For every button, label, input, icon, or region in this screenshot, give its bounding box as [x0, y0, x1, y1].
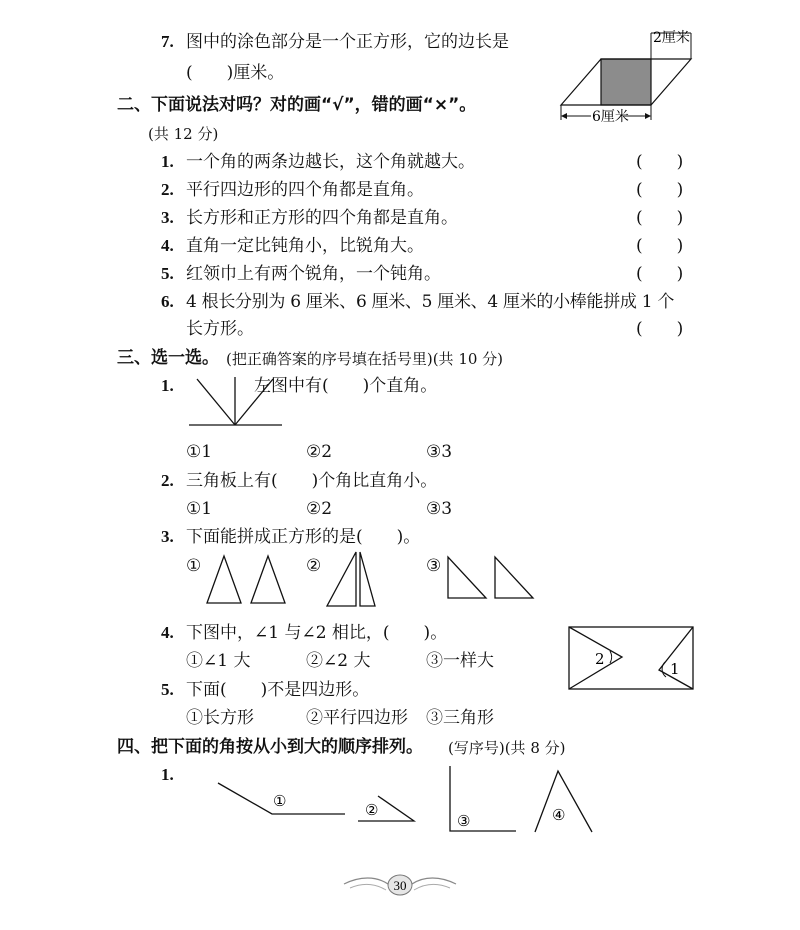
- s2-item2-answer[interactable]: ( ): [636, 180, 684, 200]
- s2-item5-answer[interactable]: ( ): [636, 264, 684, 284]
- s3-q2-text: 三角板上有( )个角比直角小。: [186, 471, 438, 491]
- q7-text-line2: ( )厘米。: [186, 63, 285, 83]
- s3-q3-text: 下面能拼成正方形的是( )。: [186, 527, 421, 547]
- s3-q5-option3[interactable]: ③三角形: [426, 708, 494, 728]
- s3-q3-marker3[interactable]: ③: [426, 556, 442, 576]
- s3-q1-option1[interactable]: ①1: [186, 442, 213, 462]
- s2-item4-text: 直角一定比钝角小，比锐角大。: [186, 236, 424, 256]
- s2-item2-number: 2.: [161, 180, 174, 199]
- s3-q2-option2[interactable]: ②2: [306, 499, 333, 519]
- s3-q2-option1[interactable]: ①1: [186, 499, 213, 519]
- s3-q4-number: 4.: [161, 623, 174, 642]
- s4-angle3-label: ③: [457, 812, 471, 830]
- footer-page-number: 30: [393, 878, 407, 893]
- section4-title: 四、把下面的角按从小到大的顺序排列。: [117, 737, 423, 757]
- s3-q4-option2[interactable]: ②∠2 大: [306, 651, 371, 671]
- s3-q5-number: 5.: [161, 680, 174, 699]
- section2-score: (共 12 分): [148, 125, 219, 143]
- s2-item4-answer[interactable]: ( ): [636, 236, 684, 256]
- s3-q3-marker2[interactable]: ②: [306, 556, 322, 576]
- s3-q1-option3[interactable]: ③3: [426, 442, 453, 462]
- s3-q4-option1[interactable]: ①∠1 大: [186, 651, 251, 671]
- s3-q5-option1[interactable]: ①长方形: [186, 708, 254, 728]
- s4-number: 1.: [161, 765, 174, 784]
- s3-q4-text: 下图中，∠1 与∠2 相比，( )。: [186, 623, 448, 643]
- s2-item6-answer[interactable]: ( ): [636, 319, 684, 339]
- q7-number: 7.: [161, 32, 174, 51]
- s3-q2-number: 2.: [161, 471, 174, 490]
- s2-item4-number: 4.: [161, 236, 174, 255]
- s2-item1-answer[interactable]: ( ): [636, 152, 684, 172]
- q7-text-line1: 图中的涂色部分是一个正方形，它的边长是: [186, 32, 509, 52]
- s2-item3-answer[interactable]: ( ): [636, 208, 684, 228]
- s2-item5-number: 5.: [161, 264, 174, 283]
- s2-item2-text: 平行四边形的四个角都是直角。: [186, 180, 424, 200]
- s3-q5-option2[interactable]: ②平行四边形: [306, 708, 408, 728]
- s3-q5-text: 下面( )不是四边形。: [186, 680, 370, 700]
- s3-q3-option2-triangles: [320, 548, 380, 610]
- footer-ornament: [340, 870, 460, 900]
- section3-title: 三、选一选。: [117, 348, 219, 368]
- s4-angles-figure: [210, 762, 600, 837]
- s2-item3-text: 长方形和正方形的四个角都是直角。: [186, 208, 458, 228]
- s3-q3-option1-triangles: [200, 553, 295, 608]
- s3-q4-angle1-label: 1: [670, 660, 680, 678]
- s2-item1-number: 1.: [161, 152, 174, 171]
- s3-q1-number: 1.: [161, 376, 174, 395]
- s2-item1-text: 一个角的两条边越长，这个角就越大。: [186, 152, 475, 172]
- q7-label-bottom: 6厘米: [592, 109, 629, 125]
- s2-item6-text-line2: 长方形。: [186, 319, 254, 339]
- s4-angle2-label: ②: [365, 801, 379, 819]
- s3-q3-marker1[interactable]: ①: [186, 556, 202, 576]
- s3-q4-option3[interactable]: ③一样大: [426, 651, 494, 671]
- s4-angle1-label: ①: [273, 792, 287, 810]
- s3-q4-rectangle-figure: [566, 624, 696, 692]
- s2-item6-text: 4 根长分别为 6 厘米、6 厘米、5 厘米、4 厘米的小棒能拼成 1 个: [186, 292, 675, 312]
- s2-item3-number: 3.: [161, 208, 174, 227]
- s2-item5-text: 红领巾上有两个锐角，一个钝角。: [186, 264, 441, 284]
- s3-q1-text: 左图中有( )个直角。: [254, 376, 438, 396]
- section3-instruction: (把正确答案的序号填在括号里)(共 10 分): [226, 350, 504, 368]
- s3-q3-number: 3.: [161, 527, 174, 546]
- section4-instruction: (写序号)(共 8 分): [448, 739, 566, 757]
- s3-q2-option3[interactable]: ③3: [426, 499, 453, 519]
- s4-angle4-label: ④: [552, 806, 566, 824]
- s3-q3-option3-triangles: [445, 553, 540, 603]
- s3-q4-angle2-label: 2: [595, 650, 605, 668]
- q7-label-top: 2厘米: [653, 30, 690, 46]
- s3-q1-option2[interactable]: ②2: [306, 442, 333, 462]
- q7-parallelogram-figure: [555, 20, 705, 135]
- s2-item6-number: 6.: [161, 292, 174, 311]
- section2-title: 二、下面说法对吗？对的画“√”，错的画“×”。: [117, 95, 477, 115]
